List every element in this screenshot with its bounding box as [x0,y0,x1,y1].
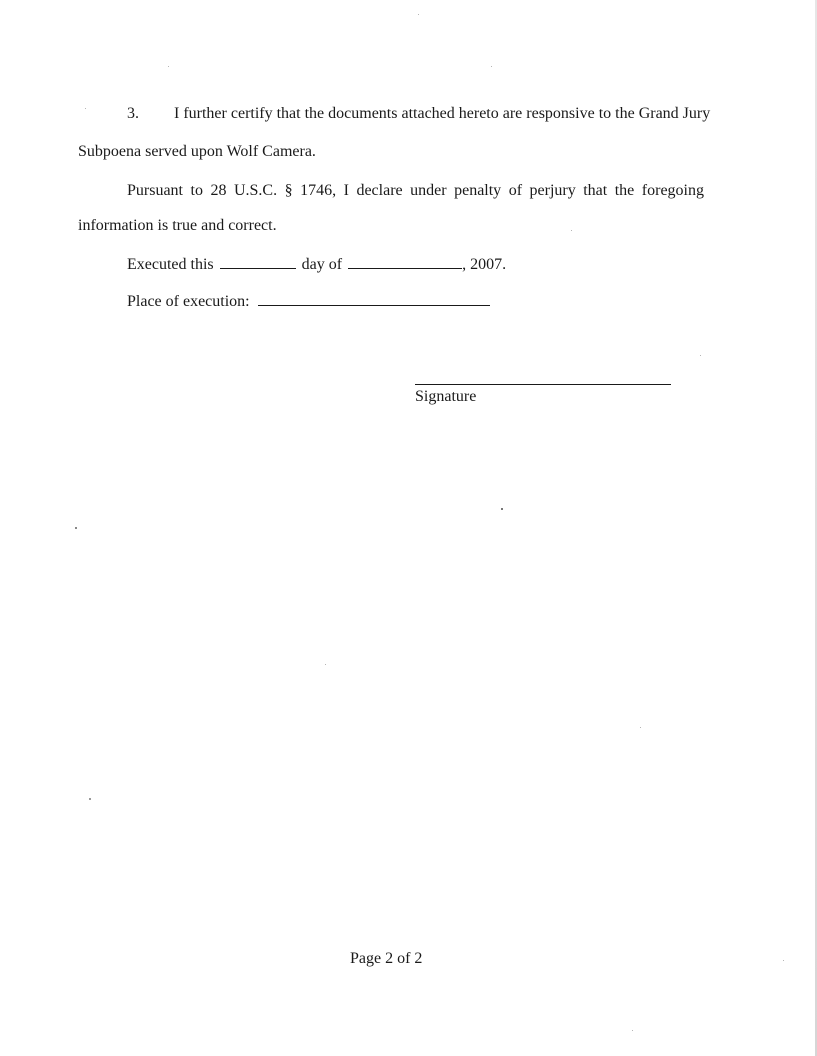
scan-speck [700,355,701,356]
signature-line [415,384,671,385]
scan-speck [632,1030,633,1031]
scan-speck [491,66,492,67]
page-number: Page 2 of 2 [350,950,423,967]
scan-speck [75,527,77,529]
place-line [127,291,490,312]
scan-speck [571,230,572,231]
scan-speck [501,508,503,510]
paragraph-3-line-1: I further certify that the documents attached hereto are responsive to the Grand Jury [174,105,711,122]
scan-speck [168,66,169,67]
scan-speck [89,798,91,800]
signature-label: Signature [415,388,477,405]
declaration-line-2: information is true and correct. [78,217,277,234]
scan-speck [325,664,326,665]
declaration-line-1: Pursuant to 28 U.S.C. § 1746, I declare under penalty of perjury that the foregoing [127,182,704,199]
place-label: Place of execution: [127,293,250,310]
scan-speck [640,727,641,728]
paragraph-number: 3. [127,105,139,122]
executed-line [127,254,506,275]
place-blank [258,291,490,306]
month-blank [348,254,462,269]
executed-prefix: Executed this [127,256,214,273]
executed-suffix: , 2007. [462,256,507,273]
paragraph-3-line-2: Subpoena served upon Wolf Camera. [78,143,316,160]
scan-speck [418,14,419,15]
scan-speck [85,108,86,109]
scan-speck [783,960,784,961]
executed-middle: day of [301,256,343,273]
day-blank [220,254,296,269]
